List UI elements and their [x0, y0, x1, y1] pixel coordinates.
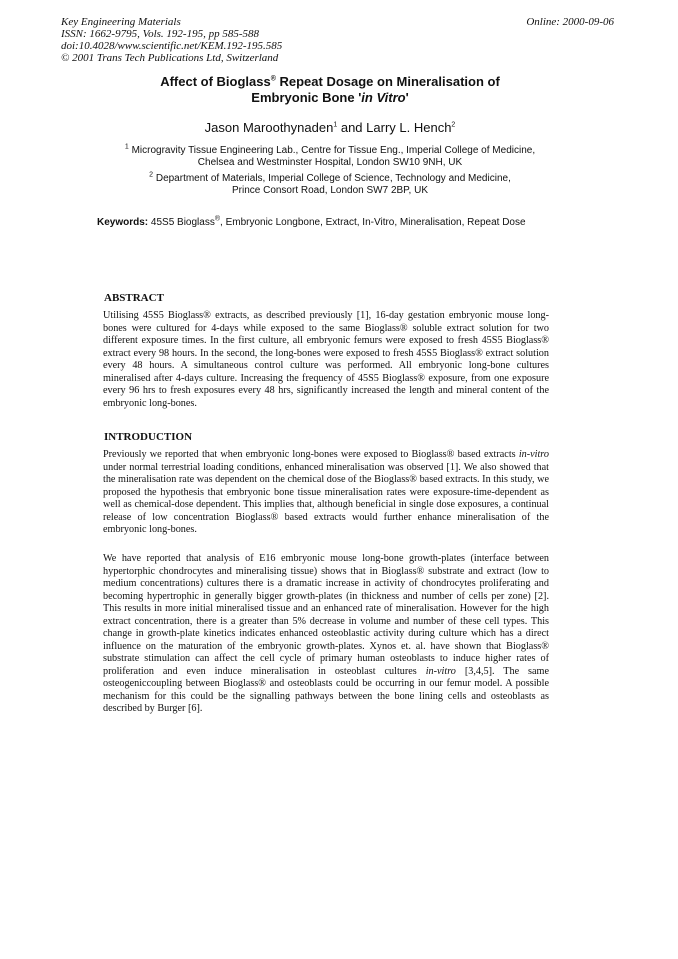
affiliation-1-sup: 1 [124, 143, 129, 151]
issn-line: ISSN: 1662-9795, Vols. 192-195, pp 585-588 [61, 28, 259, 40]
affiliation-1-line-1 [100, 145, 560, 157]
author-and: and [337, 120, 367, 135]
title-italic: in Vitro [361, 90, 406, 105]
journal-name: Key Engineering Materials [61, 16, 181, 28]
paper-title [120, 74, 540, 106]
title-line-2 [120, 90, 540, 106]
affiliation-1-text-1: Microgravity Tissue Engineering Lab., Centre for Tissue Eng., Imperial College of Medicine, [128, 145, 536, 156]
title-text-c: Embryonic Bone ' [251, 90, 362, 105]
affiliation-1-line-2: Chelsea and Westminster Hospital, London SW10 9NH, UK [197, 157, 463, 168]
affiliation-2-sup: 2 [149, 171, 154, 179]
intro-p2-b: [3,4,5]. The same osteogeniccoupling between Bioglass® and osteoblasts could be occurring in our femur model. A possible mechanism for this could be the signalling pathways between the bone lining cells and osteoblasts as described by Burger [6]. [103, 665, 549, 714]
keywords [97, 217, 567, 228]
online-date: Online: 2000-09-06 [526, 16, 614, 28]
affiliation-2 [100, 173, 560, 197]
affiliation-1 [100, 145, 560, 169]
intro-p1-italic: in-vitro [518, 449, 549, 460]
copyright-line: © 2001 Trans Tech Publications Ltd, Switzerland [61, 52, 279, 64]
affiliation-2-line-1 [100, 173, 560, 185]
author-2: Larry L. Hench [366, 120, 452, 135]
abstract-heading: ABSTRACT [104, 292, 164, 304]
author-2-sup: 2 [451, 121, 456, 129]
keywords-text-b: , Embryonic Longbone, Extract, In-Vitro, Mineralisation, Repeat Dose [220, 217, 526, 228]
author-list [120, 120, 540, 135]
affiliation-2-text-1: Department of Materials, Imperial College of Science, Technology and Medicine, [153, 173, 511, 184]
intro-p2-a: We have reported that analysis of E16 embryonic mouse long-bone growth-plates (interface between hypertorphic chondrocytes and mineralising tissue) shows that in Bioglass® substrate and extract (low to medium concentrations) cultures there is a dramatic increase in activity of chondrocytes proliferating and becoming hypertrophic in generally bigger growth-plates (in thickness and number of cells per zone) [2]. This results in more initial mineralised tissue and an enhanced rate of mineralisation. However for the high extract concentration, there is a greater than 5% decrease in volume and number of these cell types. This change in growth-plate kinetics indicates enhanced osteoblastic activity during culture which has a direct influence on the maturation of the embryonic growth-plates. Xynos et. al. have shown that Bioglass® substrate stimulation can affect the cell cycle of primary human osteoblasts to induce higher rates of proliferation and even induce mineralisation in osteoblast cultures [103, 553, 549, 677]
title-text-d: ' [405, 90, 409, 105]
doi-line: doi:10.4028/www.scientific.net/KEM.192-195.585 [61, 40, 283, 52]
title-text-a: Affect of Bioglass [160, 74, 271, 89]
title-registered-mark: ® [270, 75, 276, 83]
keywords-text-a: 45S5 Bioglass [148, 217, 215, 228]
author-1: Jason Maroothynaden [204, 120, 334, 135]
affiliation-2-line-2: Prince Consort Road, London SW7 2BP, UK [231, 185, 429, 196]
intro-paragraph-1 [103, 449, 549, 537]
intro-p1-b: under normal terrestrial loading conditions, enhanced mineralisation was observed [1]. We also showed that the mineralisation rate was dependent on the chemical dose of the Bioglass® based extracts. In this study, we proposed the hypothesis that embryonic bone tissue mineralisation rates were exposure-time-dependent as well as chemical-dose dependent. This implies that, although beneficial in single dose exposures, a continual release of low concentration Bioglass® based extracts would further enhance mineralisation of the embryonic long-bones. [103, 461, 549, 535]
title-text-b: Repeat Dosage on Mineralisation of [275, 74, 500, 89]
introduction-heading: INTRODUCTION [104, 431, 193, 443]
journal-header [61, 16, 282, 64]
keywords-sup: ® [214, 215, 221, 223]
intro-paragraph-2 [103, 553, 549, 716]
author-1-sup: 1 [333, 121, 338, 129]
intro-p2-italic: in-vitro [425, 665, 456, 677]
title-line-1 [120, 74, 540, 90]
keywords-label: Keywords: [97, 217, 149, 228]
abstract-text: Utilising 45S5 Bioglass® extracts, as described previously [1], 16-day gestation embryonic mouse long-bones were cultured for 4-days while exposed to the same Bioglass® soluble extract solution for two different exposure times. In the first culture, all embryonic femurs were exposed to fresh 45S5 Bioglass® extract every 98 hours. In the second, the long-bones were exposed to fresh 45S5 Bioglass® extract solution every 48 hours. A simultaneous control culture was performed. All embryonic long-bone cultures mineralised after 4-days culture. Increasing the frequency of 45S5 Bioglass® exposure, from one exposure every 96 hrs to fresh exposures every 48 hrs, significantly increased the length and mineral content of the embryonic long-bones. [103, 310, 549, 409]
intro-p1-a: Previously we reported that when embryonic long-bones were exposed to Bioglass® based extracts [103, 449, 519, 460]
